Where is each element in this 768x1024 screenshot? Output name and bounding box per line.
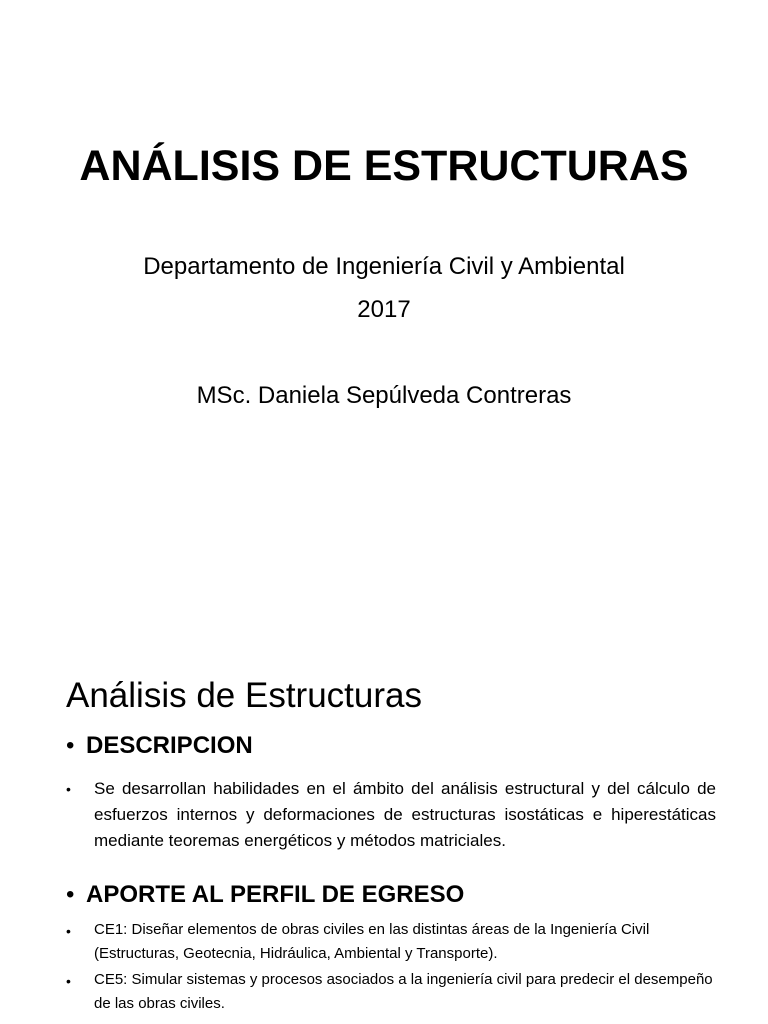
section-heading-description (66, 732, 716, 760)
description-item (66, 776, 716, 854)
list-item (66, 918, 716, 966)
presentation-title: ANÁLISIS DE ESTRUCTURAS (79, 142, 689, 190)
competency-ce1-text: CE1: Diseñar elementos de obras civiles en las distintas áreas de la Ingeniería Civil (Estructuras, Geotecnia, Hidráulica, Ambiental y Transporte). (94, 921, 650, 962)
year-label: 2017 (357, 296, 411, 323)
list-item (66, 968, 716, 1016)
department-name: Departamento de Ingeniería Civil y Ambiental (143, 253, 625, 280)
bullet-icon: • (66, 973, 71, 989)
bullet-icon: • (66, 881, 75, 908)
description-text: Se desarrollan habilidades en el ámbito del análisis estructural y del cálculo de esfuerzos internos y deformaciones de estructuras isostáticas e hiperestáticas mediante teoremas energéticos y métodos matriciales. (94, 779, 716, 850)
aporte-heading-label: APORTE AL PERFIL DE EGRESO (86, 881, 465, 908)
bullet-icon: • (66, 781, 71, 797)
content-slide (0, 576, 768, 1024)
description-heading-label: DESCRIPCION (86, 732, 253, 759)
slide-title: Análisis de Estructuras (66, 676, 422, 715)
bullet-icon: • (66, 923, 71, 939)
competency-ce5-text: CE5: Simular sistemas y procesos asociados a la ingeniería civil para predecir el desempeño de las obras civiles. (94, 971, 713, 1012)
bullet-icon: • (66, 732, 75, 759)
section-heading-aporte (66, 881, 716, 909)
author-name: MSc. Daniela Sepúlveda Contreras (196, 382, 572, 409)
